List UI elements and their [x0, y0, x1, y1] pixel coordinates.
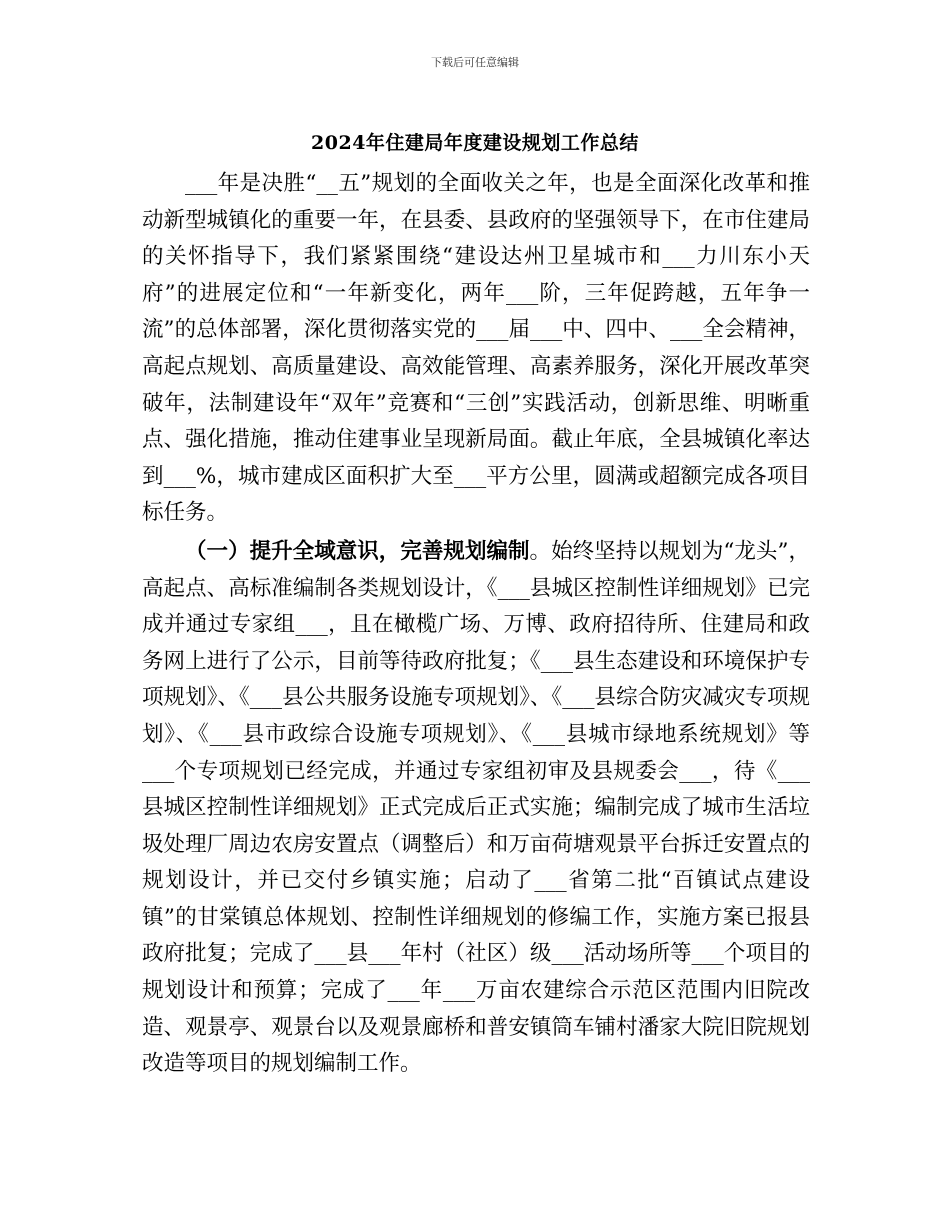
- section-heading-punct: 。: [529, 538, 552, 564]
- paragraph-intro: ___年是决胜“__五”规划的全面收关之年，也是全面深化改革和推动新型城镇化的重要一年，在县委、县政府的坚强领导下，在市住建局的关怀指导下，我们紧紧围绕“建设达州卫星城市和___力川东小天府”的进展定位和“一年新变化，两年___阶，三年促跨越，五年争一流”的总体部署，深化贯彻落实党的___届___中、四中、___全会精神，高起点规划、高质量建设、高效能管理、高素养服务，深化开展改革突破年，法制建设年“双年”竞赛和“三创”实践活动，创新思维、明晰重点、强化措施，推动住建事业呈现新局面。截止年底，全县城镇化率达到___%，城市建成区面积扩大至___平方公里，圆满或超额完成各项目标任务。: [142, 171, 810, 526]
- section-heading: （一）提升全域意识，完善规划编制: [185, 538, 530, 564]
- header-note: 下载后可任意编辑: [431, 56, 519, 69]
- document-title: 2024年住建局年度建设规划工作总结: [311, 132, 639, 154]
- document-body: [142, 166, 810, 1083]
- paragraph-planning-body: 始终坚持以规划为“龙头”，高起点、高标准编制各类规划设计，《___县城区控制性详细规划》已完成并通过专家组___，且在橄榄广场、万博、政府招待所、住建局和政务网上进行了公示，目前等待政府批复；《___县生态建设和环境保护专项规划》、《___县公共服务设施专项规划》、《___县综合防灾减灾专项规划》、《___县市政综合设施专项规划》、《___县城市绿地系统规划》等___个专项规划已经完成，并通过专家组初审及县规委会___，待《___县城区控制性详细规划》正式完成后正式实施；编制完成了城市生活垃圾处理厂周边农房安置点（调整后）和万亩荷塘观景平台拆迁安置点的规划设计，并已交付乡镇实施；启动了___省第二批“百镇试点建设镇”的甘棠镇总体规划、控制性详细规划的修编工作，实施方案已报县政府批复；完成了___县___年村（社区）级___活动场所等___个项目的规划设计和预算；完成了___年___万亩农建综合示范区范围内旧院改造、观景亭、观景台以及观景廊桥和普安镇筒车铺村潘家大院旧院规划改造等项目的规划编制工作。: [142, 538, 810, 1077]
- paragraph-planning: [142, 534, 810, 1083]
